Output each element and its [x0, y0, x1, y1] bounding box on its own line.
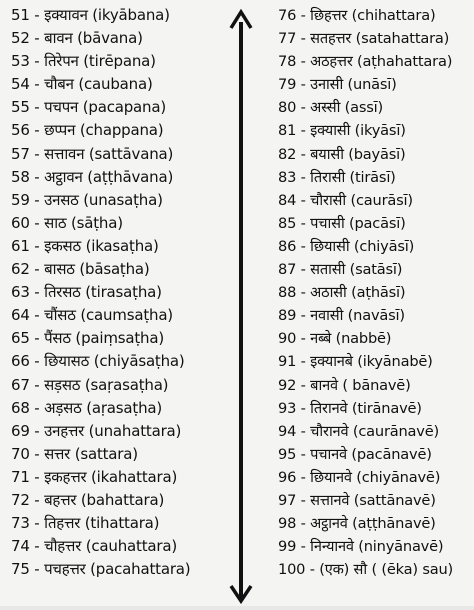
separator-dash: -: [300, 445, 306, 463]
hindi-word: चौहत्तर: [44, 537, 82, 556]
separator-dash: -: [309, 561, 315, 579]
number-row: [278, 258, 474, 281]
hindi-word: छप्पन: [44, 121, 76, 140]
transliteration: ( bānavē): [342, 376, 411, 394]
transliteration: (satahattara): [355, 30, 450, 48]
separator-dash: -: [34, 213, 40, 232]
separator-dash: -: [300, 538, 306, 556]
number-row: [11, 4, 226, 27]
transliteration: (ikyānabē): [357, 353, 433, 371]
number-row: [11, 27, 226, 50]
transliteration: (aṭṭhāvana): [87, 167, 174, 186]
hindi-word: छियासी: [310, 237, 350, 255]
hindi-word: उनहत्तर: [44, 421, 85, 440]
down-arrow-icon: [228, 0, 254, 610]
number-row: [11, 304, 226, 327]
hindi-word: पैंसठ: [44, 329, 71, 348]
number-value: 64: [11, 306, 30, 325]
hindi-word: बासठ: [44, 260, 75, 279]
transliteration: (cauhattara): [85, 537, 177, 556]
number-row: [278, 27, 474, 50]
separator-dash: -: [300, 237, 306, 255]
hindi-word: बावन: [44, 29, 73, 48]
hindi-word: (एक) सौ: [319, 561, 367, 579]
transliteration: (bahattara): [80, 490, 165, 509]
number-value: 76: [278, 7, 297, 24]
number-row: [278, 73, 474, 96]
hindi-word: चौबन: [44, 75, 74, 94]
number-value: 69: [11, 421, 30, 440]
transliteration: (tirasaṭha): [85, 283, 162, 302]
hindi-word: चौरासी: [310, 191, 346, 209]
number-value: 87: [278, 261, 297, 279]
number-value: 75: [11, 560, 30, 579]
hindi-word: नवासी: [310, 307, 344, 325]
hindi-word: सड़सठ: [44, 375, 81, 394]
hindi-word: चौंसठ: [44, 306, 76, 325]
number-row: [278, 281, 474, 304]
separator-dash: -: [300, 214, 306, 232]
number-row: [11, 535, 226, 558]
separator-dash: -: [300, 30, 306, 48]
number-row: [11, 420, 226, 443]
separator-dash: -: [300, 145, 306, 163]
number-row: [11, 397, 226, 420]
number-row: [11, 374, 226, 397]
transliteration: (ikyābana): [92, 6, 170, 24]
transliteration: ( (ēka) sau): [371, 561, 454, 579]
number-value: 66: [11, 352, 30, 371]
number-value: 78: [278, 53, 297, 71]
number-row: [11, 119, 226, 142]
number-value: 56: [11, 121, 30, 140]
right-column: [278, 4, 474, 581]
number-row: [278, 443, 474, 466]
number-value: 97: [278, 491, 297, 509]
transliteration: (aṭhahattara): [357, 53, 453, 71]
separator-dash: -: [300, 307, 306, 325]
hindi-word: साठ: [44, 213, 67, 232]
separator-dash: -: [34, 121, 40, 140]
separator-dash: -: [34, 75, 40, 94]
bottom-edge: [0, 606, 474, 610]
number-value: 80: [278, 99, 297, 117]
separator-dash: -: [300, 53, 306, 71]
number-value: 57: [11, 144, 30, 163]
number-row: [11, 558, 226, 581]
number-value: 62: [11, 260, 30, 279]
hindi-word: छियानवे: [310, 468, 352, 486]
separator-dash: -: [300, 191, 306, 209]
hindi-word: सतासी: [310, 261, 346, 279]
separator-dash: -: [34, 467, 40, 486]
number-value: 82: [278, 145, 297, 163]
transliteration: (pacahattara): [90, 560, 191, 579]
hindi-word: अट्ठानवे: [310, 515, 348, 533]
number-row: [278, 212, 474, 235]
separator-dash: -: [300, 399, 306, 417]
number-value: 63: [11, 283, 30, 302]
separator-dash: -: [34, 375, 40, 394]
number-value: 88: [278, 284, 297, 302]
transliteration: (tirēpana): [83, 52, 156, 71]
hindi-word: तिरेपन: [44, 52, 79, 71]
number-value: 51: [11, 6, 30, 24]
number-value: 60: [11, 213, 30, 232]
number-value: 59: [11, 190, 30, 209]
number-row: [278, 327, 474, 350]
transliteration: (sattānavē): [353, 491, 436, 509]
transliteration: (nabbē): [335, 330, 392, 348]
separator-dash: -: [34, 444, 40, 463]
separator-dash: -: [34, 398, 40, 417]
hindi-word: इक्यानबे: [310, 353, 353, 371]
number-row: [11, 350, 226, 373]
transliteration: (chiyānavē): [356, 468, 441, 486]
hindi-word: अठहत्तर: [310, 53, 353, 71]
hindi-word: छियासठ: [44, 352, 90, 371]
hindi-word: उनासी: [310, 76, 344, 94]
hindi-word: पचहत्तर: [44, 560, 86, 579]
separator-dash: -: [300, 468, 306, 486]
hindi-word: पचपन: [44, 98, 79, 117]
number-row: [278, 304, 474, 327]
number-value: 92: [278, 376, 297, 394]
number-value: 83: [278, 168, 297, 186]
number-row: [278, 4, 474, 27]
transliteration: (chappana): [79, 121, 164, 140]
transliteration: (chiyāsī): [353, 237, 415, 255]
transliteration: (tihattara): [84, 514, 160, 533]
hindi-word: इकसठ: [44, 236, 82, 255]
number-value: 54: [11, 75, 30, 94]
separator-dash: -: [34, 490, 40, 509]
number-row: [11, 327, 226, 350]
separator-dash: -: [300, 76, 306, 94]
hindi-word: सतहत्तर: [310, 30, 352, 48]
number-value: 71: [11, 467, 30, 486]
number-value: 89: [278, 307, 297, 325]
number-row: [278, 420, 474, 443]
number-value: 90: [278, 330, 297, 348]
number-value: 73: [11, 514, 30, 533]
transliteration: (unasaṭha): [83, 190, 163, 209]
hindi-word: पचासी: [310, 214, 345, 232]
number-row: [278, 535, 474, 558]
transliteration: (caurāsī): [350, 191, 413, 209]
hindi-word: सत्तावन: [44, 144, 85, 163]
transliteration: (caurānavē): [352, 422, 439, 440]
separator-dash: -: [34, 236, 40, 255]
number-row: [278, 166, 474, 189]
number-value: 65: [11, 329, 30, 348]
separator-dash: -: [34, 421, 40, 440]
separator-dash: -: [34, 537, 40, 556]
hindi-word: इकहत्तर: [44, 467, 87, 486]
transliteration: (chihattara): [351, 7, 436, 24]
number-value: 93: [278, 399, 297, 417]
number-value: 61: [11, 236, 30, 255]
number-row: [11, 443, 226, 466]
hindi-word: तिरानवे: [310, 399, 348, 417]
number-row: [11, 258, 226, 281]
transliteration: (satāsī): [349, 261, 403, 279]
transliteration: (sāṭha): [70, 213, 123, 232]
number-value: 70: [11, 444, 30, 463]
transliteration: (caumsaṭha): [80, 306, 173, 325]
left-column: [11, 4, 226, 581]
hindi-word: नब्बे: [310, 330, 332, 348]
number-row: [11, 489, 226, 512]
number-value: 95: [278, 445, 297, 463]
number-row: [278, 489, 474, 512]
transliteration: (pacapana): [82, 98, 167, 117]
separator-dash: -: [34, 329, 40, 348]
number-row: [278, 50, 474, 73]
number-row: [278, 96, 474, 119]
number-value: 77: [278, 30, 297, 48]
hindi-word: निन्यानवे: [310, 538, 354, 556]
transliteration: (bayāsī): [348, 145, 406, 163]
transliteration: (ikyāsī): [354, 122, 406, 140]
transliteration: (unāsī): [347, 76, 397, 94]
hindi-word: इक्यासी: [310, 122, 351, 140]
number-value: 72: [11, 490, 30, 509]
number-value: 81: [278, 122, 297, 140]
number-value: 84: [278, 191, 297, 209]
number-value: 99: [278, 538, 297, 556]
hindi-word: सत्तानवे: [310, 491, 350, 509]
transliteration: (navāsī): [347, 307, 405, 325]
separator-dash: -: [300, 515, 306, 533]
number-value: 94: [278, 422, 297, 440]
number-row: [11, 73, 226, 96]
separator-dash: -: [34, 352, 40, 371]
hindi-word: बानवे: [310, 376, 338, 394]
transliteration: (ikahattara): [91, 467, 178, 486]
separator-dash: -: [34, 52, 40, 71]
number-row: [11, 512, 226, 535]
number-value: 55: [11, 98, 30, 117]
hindi-word: पचानवे: [310, 445, 347, 463]
transliteration: (tirāsī): [349, 168, 396, 186]
transliteration: (chiyāsaṭha): [93, 352, 185, 371]
number-row: [278, 466, 474, 489]
separator-dash: -: [34, 514, 40, 533]
transliteration: (ikasaṭha): [85, 236, 159, 255]
separator-dash: -: [34, 144, 40, 163]
separator-dash: -: [34, 260, 40, 279]
number-row: [11, 212, 226, 235]
separator-dash: -: [300, 353, 306, 371]
hindi-word: उनसठ: [44, 190, 79, 209]
number-row: [11, 189, 226, 212]
number-value: 91: [278, 353, 297, 371]
separator-dash: -: [34, 560, 40, 579]
separator-dash: -: [34, 167, 40, 186]
hindi-word: तिहत्तर: [44, 514, 81, 533]
hindi-word: अठासी: [310, 284, 347, 302]
separator-dash: -: [300, 7, 306, 24]
number-row: [11, 166, 226, 189]
number-row: [278, 397, 474, 420]
hindi-word: बहत्तर: [44, 490, 77, 509]
separator-dash: -: [300, 491, 306, 509]
transliteration: (bāvana): [77, 29, 143, 48]
transliteration: (assī): [344, 99, 384, 117]
transliteration: (sattāvana): [88, 144, 174, 163]
number-row: [11, 143, 226, 166]
transliteration: (pacānavē): [351, 445, 432, 463]
separator-dash: -: [300, 376, 306, 394]
separator-dash: -: [300, 122, 306, 140]
number-value: 79: [278, 76, 297, 94]
hindi-word: चौरानवे: [310, 422, 349, 440]
number-row: [278, 374, 474, 397]
number-row: [11, 235, 226, 258]
transliteration: (unahattara): [88, 421, 182, 440]
number-value: 68: [11, 398, 30, 417]
separator-dash: -: [34, 283, 40, 302]
number-value: 96: [278, 468, 297, 486]
hindi-word: इक्यावन: [44, 6, 88, 24]
transliteration: (ninyānavē): [358, 538, 444, 556]
transliteration: (pacāsī): [349, 214, 406, 232]
transliteration: (bāsaṭha): [79, 260, 150, 279]
hindi-word: बयासी: [310, 145, 344, 163]
transliteration: (aṭṭhānavē): [352, 515, 436, 533]
hindi-word: तिरसठ: [44, 283, 81, 302]
separator-dash: -: [300, 168, 306, 186]
hindi-word: तिरासी: [310, 168, 346, 186]
number-row: [278, 189, 474, 212]
number-row: [278, 512, 474, 535]
number-value: 98: [278, 515, 297, 533]
hindi-word: अड़सठ: [44, 398, 82, 417]
separator-dash: -: [34, 98, 40, 117]
transliteration: (paiṃsaṭha): [75, 329, 165, 348]
transliteration: (caubana): [78, 75, 153, 94]
number-value: 52: [11, 29, 30, 48]
number-row: [278, 558, 474, 581]
number-value: 100: [278, 561, 306, 579]
hindi-word: अट्ठावन: [44, 167, 83, 186]
number-value: 58: [11, 167, 30, 186]
number-row: [278, 119, 474, 142]
separator-dash: -: [300, 330, 306, 348]
transliteration: (sattara): [74, 444, 138, 463]
transliteration: (aṭhāsī): [351, 284, 406, 302]
number-value: 67: [11, 375, 30, 394]
number-row: [278, 235, 474, 258]
hindi-word: सत्तर: [44, 444, 71, 463]
separator-dash: -: [300, 284, 306, 302]
separator-dash: -: [300, 261, 306, 279]
number-row: [11, 96, 226, 119]
number-row: [278, 350, 474, 373]
number-row: [11, 466, 226, 489]
hindi-word: छिहत्तर: [310, 7, 348, 24]
separator-dash: -: [34, 306, 40, 325]
separator-dash: -: [34, 190, 40, 209]
number-value: 74: [11, 537, 30, 556]
transliteration: (saṛasaṭha): [84, 375, 169, 394]
transliteration: (tirānavē): [351, 399, 422, 417]
separator-dash: -: [300, 422, 306, 440]
hindi-word: अस्सी: [310, 99, 341, 117]
number-value: 86: [278, 237, 297, 255]
transliteration: (aṛasaṭha): [86, 398, 163, 417]
number-row: [11, 281, 226, 304]
number-row: [278, 143, 474, 166]
number-value: 53: [11, 52, 30, 71]
number-row: [11, 50, 226, 73]
separator-dash: -: [34, 29, 40, 48]
number-value: 85: [278, 214, 297, 232]
separator-dash: -: [300, 99, 306, 117]
separator-dash: -: [34, 6, 40, 24]
